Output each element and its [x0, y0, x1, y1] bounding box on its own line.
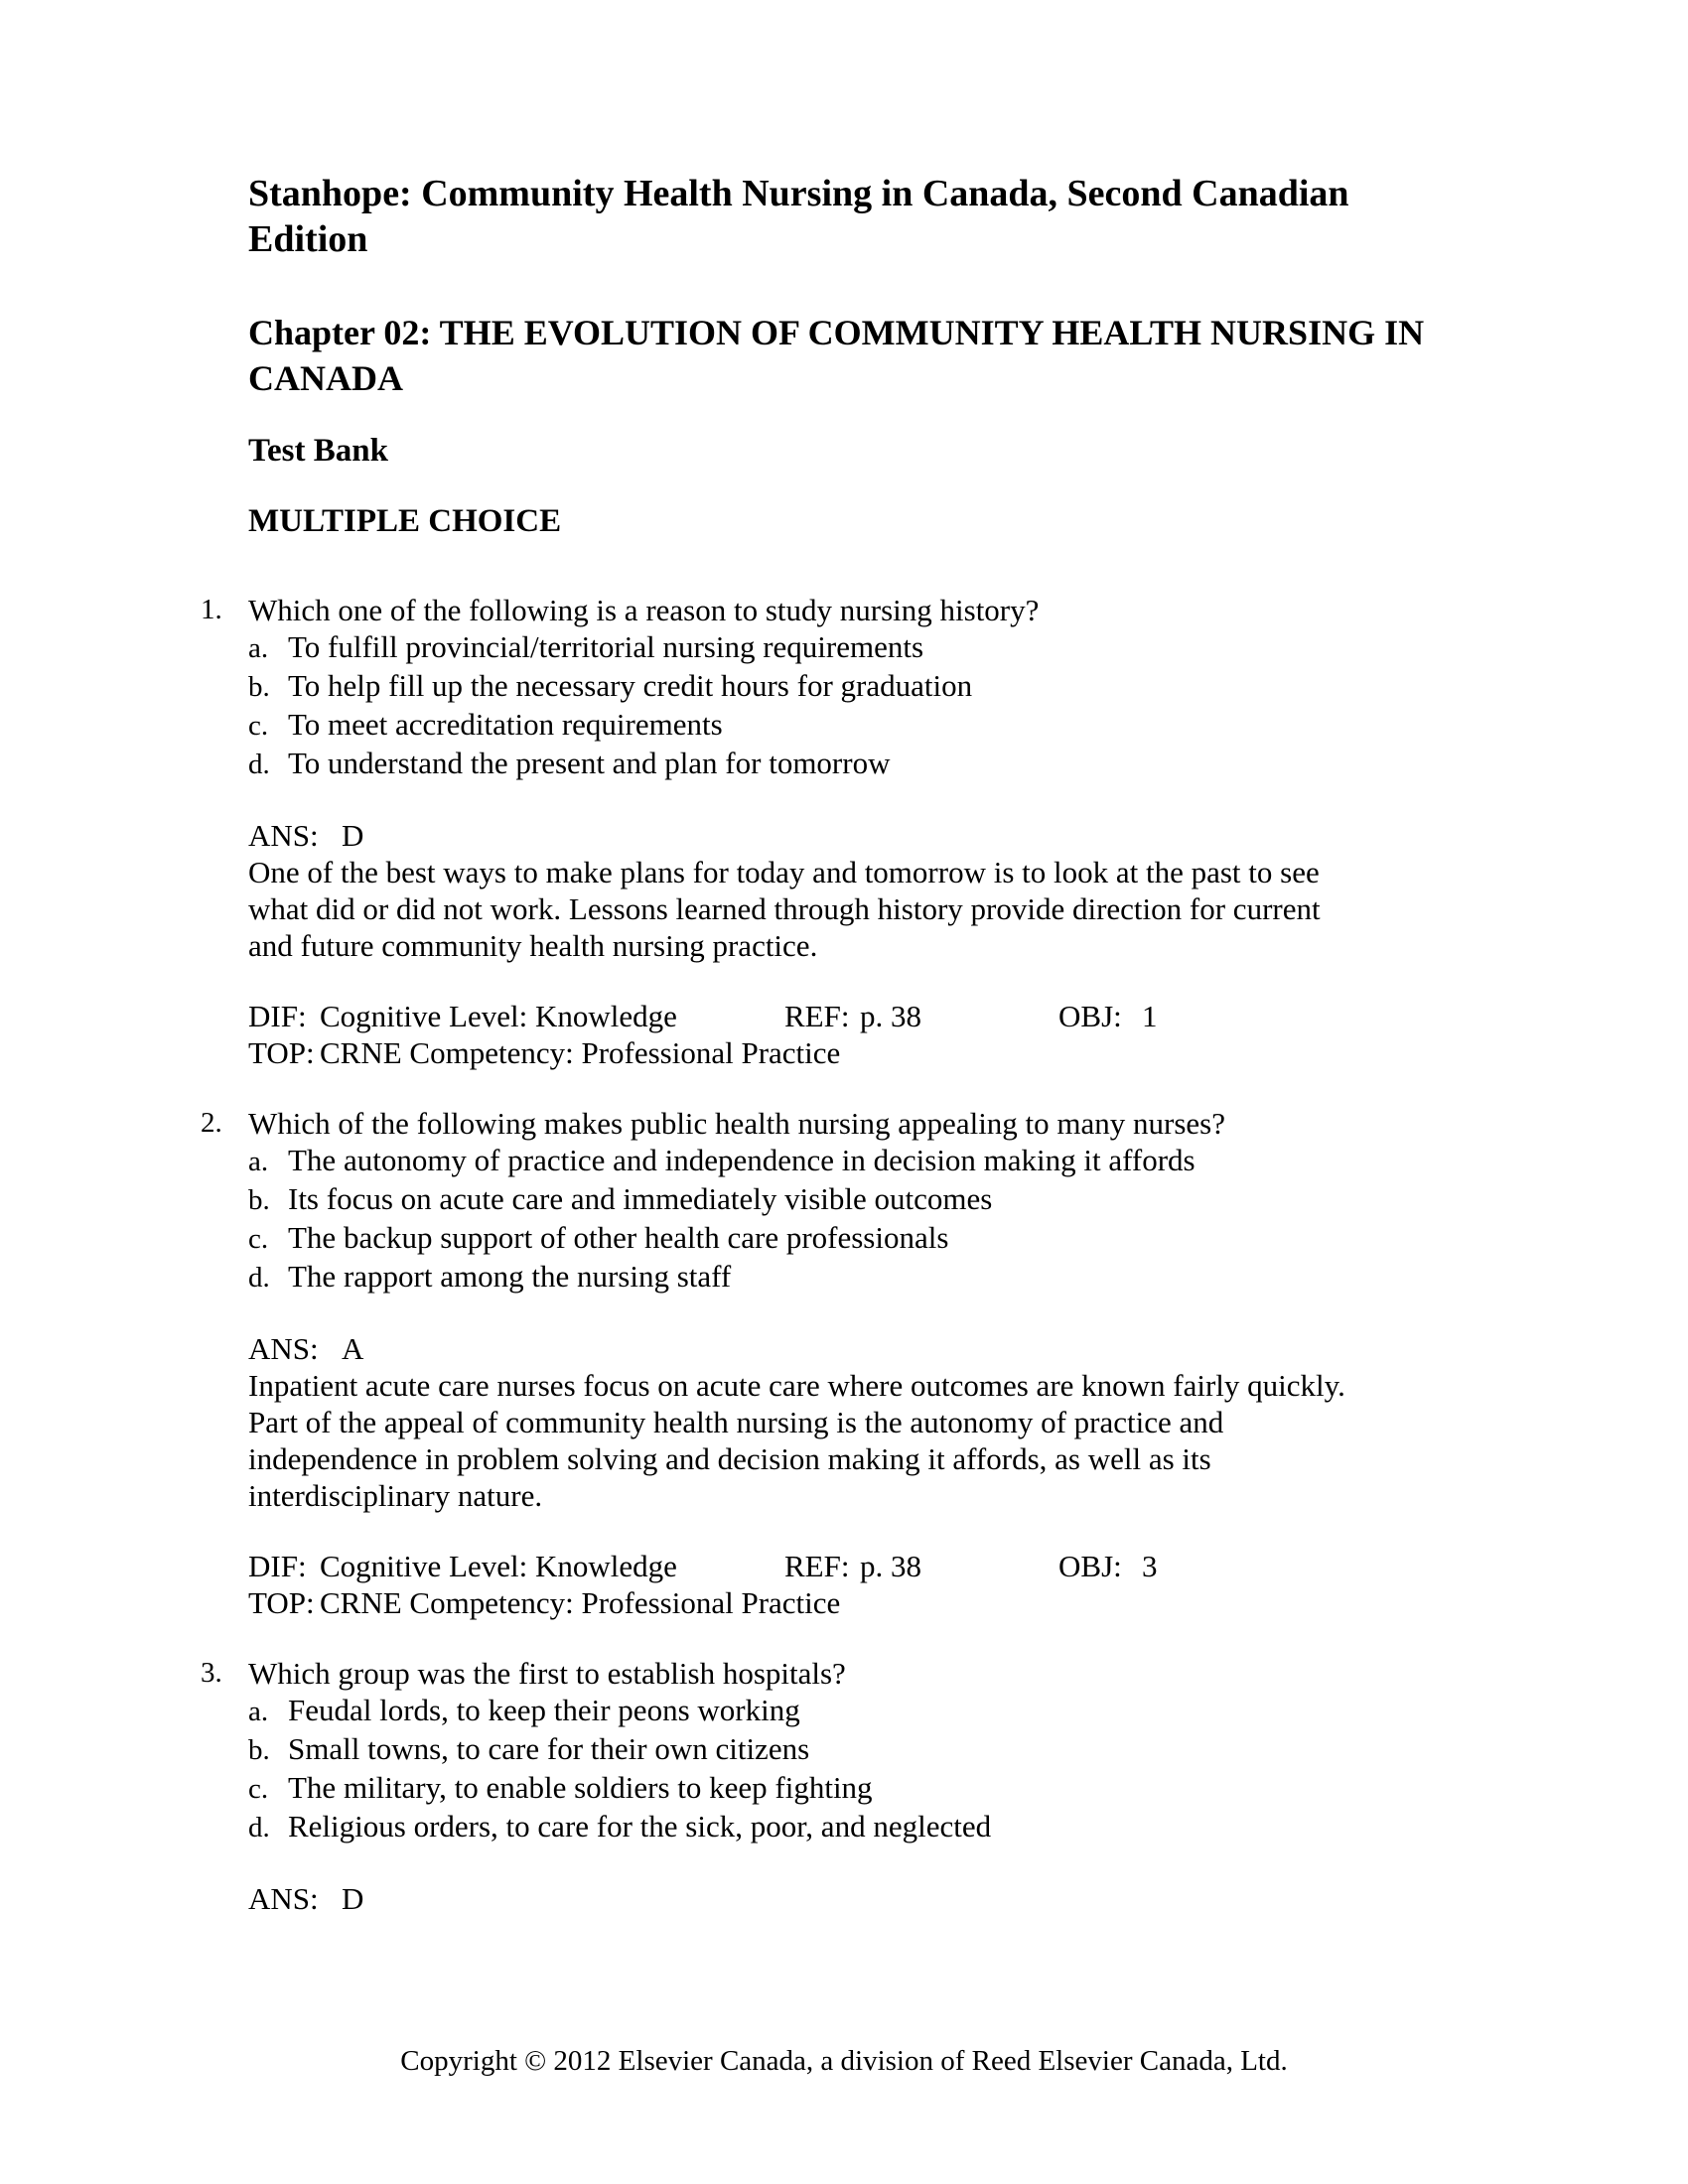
question-stem-row [201, 1105, 1539, 1142]
ref-value: p. 38 [860, 999, 921, 1033]
question-stem-row [201, 1655, 1539, 1692]
question-stem: Which group was the first to establish hospitals? [248, 1656, 846, 1691]
top-value: CRNE Competency: Professional Practice [320, 1035, 841, 1070]
option-letter: b. [248, 1184, 270, 1216]
answer-value: D [342, 1881, 364, 1916]
metadata-row [248, 998, 1539, 1034]
rationale-line: and future community health nursing practice. [248, 928, 818, 963]
question-type-heading: MULTIPLE CHOICE [248, 503, 562, 539]
top-row [248, 1034, 1539, 1071]
option-text: To help fill up the necessary credit hours for graduation [288, 668, 973, 703]
answer-line [248, 1330, 1539, 1367]
option-letter: b. [248, 671, 270, 703]
option-row [248, 1730, 1539, 1769]
top-label: TOP: [248, 1585, 315, 1620]
chapter-heading [248, 310, 1539, 401]
option-letter: a. [248, 1696, 269, 1727]
rationale [248, 1367, 1539, 1514]
top-value: CRNE Competency: Professional Practice [320, 1585, 841, 1620]
option-text: Small towns, to care for their own citizens [288, 1731, 810, 1766]
chapter-heading-line-2: CANADA [248, 358, 403, 398]
question-stem: Which of the following makes public health nursing appealing to many nurses? [248, 1106, 1226, 1141]
rationale-line: interdisciplinary nature. [248, 1478, 543, 1513]
option-letter: b. [248, 1734, 270, 1766]
metadata-block [248, 998, 1539, 1071]
option-letter: a. [248, 1146, 269, 1177]
metadata-block [248, 1548, 1539, 1621]
page-title [248, 171, 1539, 262]
rationale-line: what did or did not work. Lessons learned through history provide direction for current [248, 891, 1321, 926]
option-letter: d. [248, 749, 270, 780]
option-letter: c. [248, 1773, 269, 1805]
dif-label: DIF: [248, 999, 307, 1033]
option-letter: c. [248, 710, 269, 742]
obj-label: OBJ: [1058, 999, 1122, 1033]
option-text: To fulfill provincial/territorial nursing requirements [288, 629, 924, 664]
answer-label: ANS: [248, 818, 319, 853]
rationale [248, 854, 1539, 964]
dif-value: Cognitive Level: Knowledge [320, 999, 677, 1033]
question-stem: Which one of the following is a reason to study nursing history? [248, 593, 1040, 627]
option-text: The rapport among the nursing staff [288, 1259, 732, 1294]
answer-value: D [342, 818, 364, 853]
option-row [248, 1808, 1539, 1846]
option-text: The autonomy of practice and independence in decision making it affords [288, 1143, 1196, 1177]
question-number: 1. [201, 594, 222, 625]
option-row [248, 745, 1539, 783]
obj-value: 1 [1142, 999, 1158, 1033]
option-row [248, 706, 1539, 745]
rationale-line: One of the best ways to make plans for today and tomorrow is to look at the past to see [248, 855, 1320, 889]
option-text: Feudal lords, to keep their peons working [288, 1693, 800, 1727]
option-letter: d. [248, 1812, 270, 1843]
dif-label: DIF: [248, 1549, 307, 1583]
question-block-3 [201, 1655, 1539, 1917]
metadata-row [248, 1548, 1539, 1584]
option-row [248, 1219, 1539, 1258]
option-text: The backup support of other health care professionals [288, 1220, 949, 1255]
top-label: TOP: [248, 1035, 315, 1070]
ref-label: REF: [784, 999, 850, 1033]
question-number: 2. [201, 1107, 222, 1139]
option-row [248, 1258, 1539, 1297]
option-row [248, 1180, 1539, 1219]
answer-line [248, 817, 1539, 854]
ref-label: REF: [784, 1549, 850, 1583]
rationale-line: Inpatient acute care nurses focus on acute care where outcomes are known fairly quickly. [248, 1368, 1345, 1403]
option-row [248, 1692, 1539, 1730]
question-number: 3. [201, 1657, 222, 1689]
option-letter: c. [248, 1223, 269, 1255]
page-title-line-2: Edition [248, 218, 368, 260]
section-heading: Test Bank [248, 433, 388, 469]
obj-label: OBJ: [1058, 1549, 1122, 1583]
option-text: To meet accreditation requirements [288, 707, 723, 742]
page-title-line-1: Stanhope: Community Health Nursing in Canada, Second Canadian [248, 173, 1349, 214]
question-block-2 [201, 1105, 1539, 1621]
dif-value: Cognitive Level: Knowledge [320, 1549, 677, 1583]
footer-copyright: Copyright © 2012 Elsevier Canada, a division of Reed Elsevier Canada, Ltd. [400, 2045, 1288, 2077]
option-letter: a. [248, 632, 269, 664]
option-letter: d. [248, 1262, 270, 1294]
rationale-line: Part of the appeal of community health nursing is the autonomy of practice and [248, 1405, 1224, 1439]
answer-label: ANS: [248, 1881, 319, 1916]
answer-label: ANS: [248, 1331, 319, 1366]
question-block-1 [201, 592, 1539, 1071]
question-stem-row [201, 592, 1539, 628]
option-text: The military, to enable soldiers to keep fighting [288, 1770, 873, 1805]
answer-line [248, 1880, 1539, 1917]
obj-value: 3 [1142, 1549, 1158, 1583]
option-row [248, 628, 1539, 667]
option-text: Religious orders, to care for the sick, poor, and neglected [288, 1809, 992, 1843]
option-text: To understand the present and plan for tomorrow [288, 746, 891, 780]
option-row [248, 1142, 1539, 1180]
chapter-heading-line-1: Chapter 02: THE EVOLUTION OF COMMUNITY HEALTH NURSING IN [248, 313, 1425, 352]
ref-value: p. 38 [860, 1549, 921, 1583]
option-row [248, 1769, 1539, 1808]
option-row [248, 667, 1539, 706]
option-text: Its focus on acute care and immediately visible outcomes [288, 1181, 993, 1216]
top-row [248, 1584, 1539, 1621]
answer-value: A [342, 1331, 364, 1366]
rationale-line: independence in problem solving and decision making it affords, as well as its [248, 1441, 1211, 1476]
